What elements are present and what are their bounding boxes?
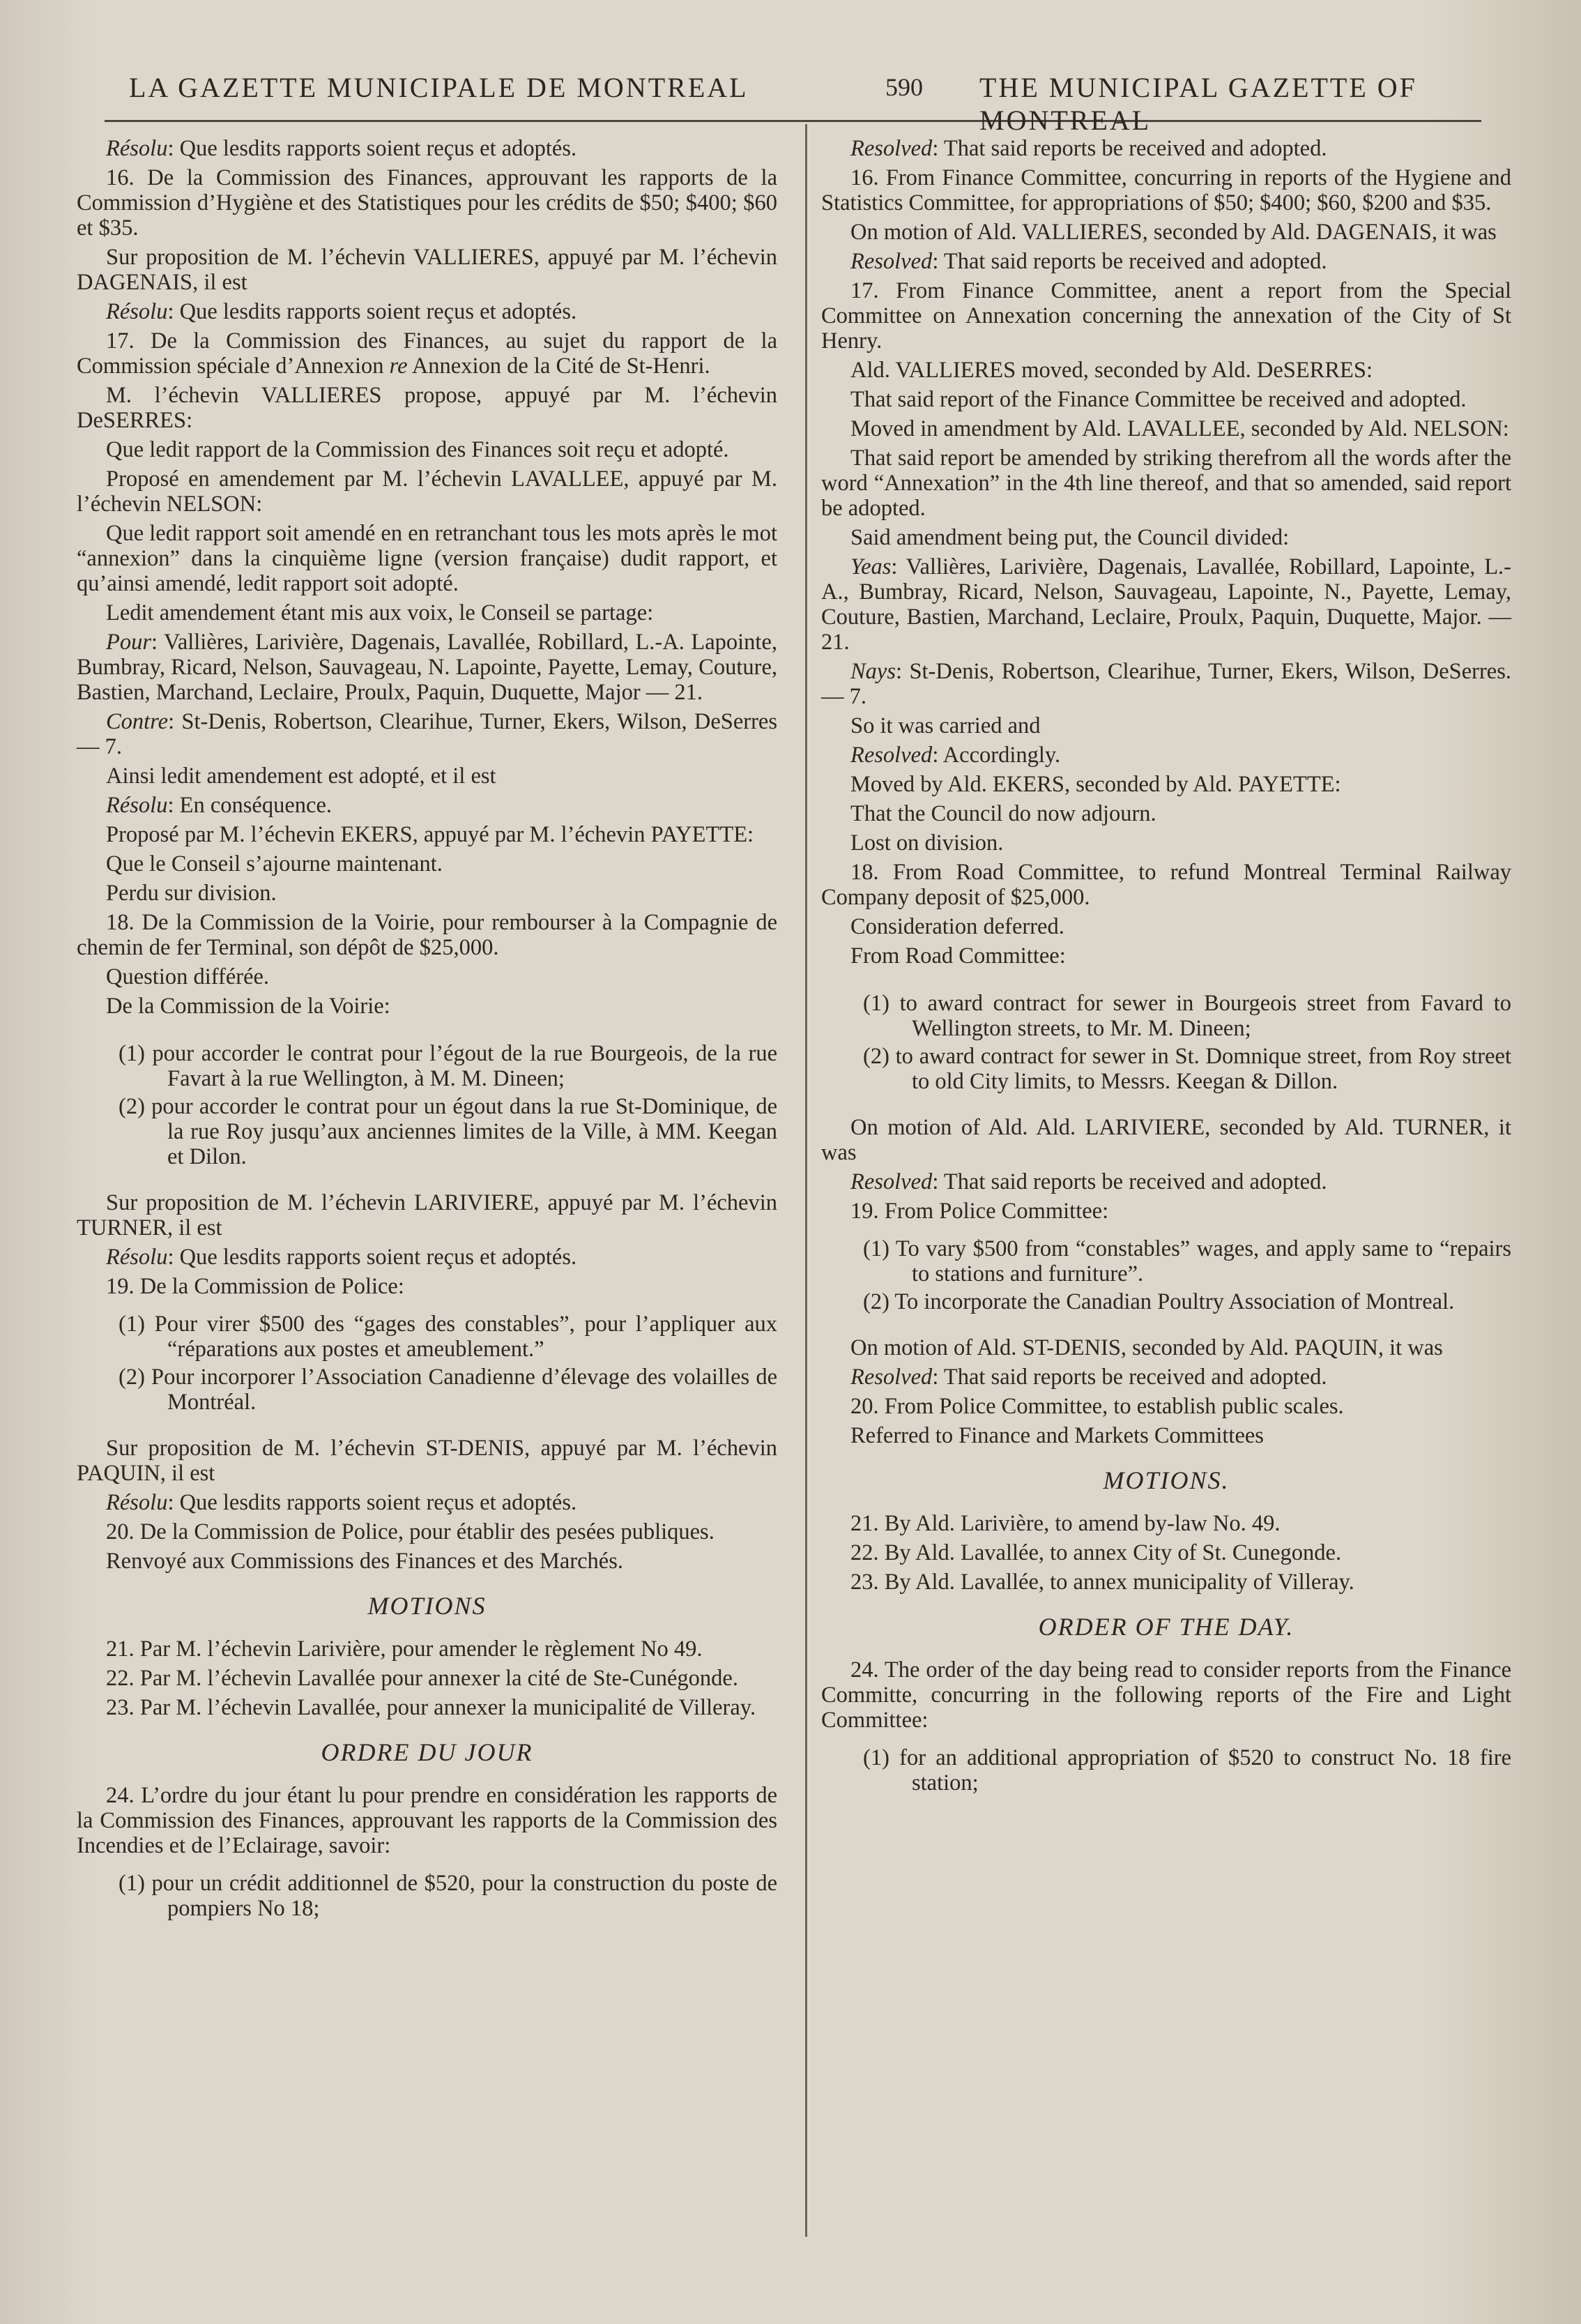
paragraph: Ald. VALLIERES moved, seconded by Ald. DeSERRES: (850, 358, 1373, 383)
motion-item: 22. Par M. l’échevin Lavallée pour annexer la cité de Ste-Cunégonde. (106, 1666, 738, 1691)
paragraph: 19. De la Commission de Police: (106, 1274, 404, 1299)
motion-item: 21. By Ald. Larivière, to amend by-law No. 49. (850, 1511, 1281, 1536)
paragraph: Que le Conseil s’ajourne maintenant. (106, 851, 443, 876)
paragraph: De la Commission de la Voirie: (106, 994, 390, 1019)
paragraph: Resolved: That said reports be received and adopted. (850, 1169, 1327, 1194)
paragraph: 18. From Road Committee, to refund Montreal Terminal Railway Company deposit of $25,000. (821, 860, 1511, 910)
order-of-day-heading: ORDRE DU JOUR (321, 1738, 533, 1766)
paragraph: Resolved: That said reports be received and adopted. (850, 136, 1327, 161)
paragraph: 24. The order of the day being read to consider reports from the Finance Committe, concurring in the following reports of the Fire and Light Committee: (821, 1657, 1511, 1733)
paragraph: On motion of Ald. Ald. LARIVIERE, seconded by Ald. TURNER, it was (821, 1115, 1511, 1165)
list-item: (1) pour accorder le contrat pour l’égout de la rue Bourgeois, de la rue Favart à la rue Wellington, à M. M. Dineen; (119, 1041, 777, 1091)
paragraph: 24. L’ordre du jour étant lu pour prendre en considération les rapports de la Commission des Finances, approuvant les rapports de la Commission des Incendies et de l’Eclairage, savoir: (77, 1783, 777, 1858)
paragraph: On motion of Ald. VALLIERES, seconded by Ald. DAGENAIS, it was (850, 220, 1497, 245)
paragraph: Résolu: Que lesdits rapports soient reçus et adoptés. (106, 1245, 577, 1270)
paragraph: Ainsi ledit amendement est adopté, et il est (106, 764, 496, 789)
paragraph: Que ledit rapport soit amendé en en retranchant tous les mots après le mot “annexion” dans la cinquième ligne (version française) dudit rapport, et qu’ainsi amendé, ledit rapport soit adopté. (77, 521, 777, 596)
paragraph: Sur proposition de M. l’échevin ST-DENIS, appuyé par M. l’échevin PAQUIN, il est (77, 1436, 777, 1486)
paragraph: 19. From Police Committee: (850, 1199, 1109, 1224)
paragraph: Résolu: Que lesdits rapports soient reçus et adoptés. (106, 136, 577, 161)
paragraph: Perdu sur division. (106, 881, 277, 906)
paragraph: 18. De la Commission de la Voirie, pour rembourser à la Compagnie de chemin de fer Terminal, son dépôt de $25,000. (77, 910, 777, 960)
page-number: 590 (885, 73, 923, 101)
paragraph: Said amendment being put, the Council divided: (850, 525, 1290, 550)
paragraph: Resolved: That said reports be received and adopted. (850, 1365, 1327, 1390)
paragraph: Contre: St-Denis, Robertson, Clearihue, Turner, Ekers, Wilson, DeSerres — 7. (77, 709, 777, 759)
paragraph: Résolu: Que lesdits rapports soient reçus et adoptés. (106, 299, 577, 324)
paragraph: That said report of the Finance Committee be received and adopted. (850, 387, 1467, 412)
motion-item: 23. By Ald. Lavallée, to annex municipality of Villeray. (850, 1570, 1354, 1595)
paragraph: Résolu: Que lesdits rapports soient reçus et adoptés. (106, 1490, 577, 1515)
paragraph: Nays: St-Denis, Robertson, Clearihue, Turner, Ekers, Wilson, DeSerres. — 7. (821, 659, 1511, 709)
list-item: (1) Pour virer $500 des “gages des constables”, pour l’appliquer aux “réparations aux postes et ameublement.” (119, 1312, 777, 1362)
paragraph: 17. From Finance Committee, anent a report from the Special Committee on Annexation concerning the annexation of the City of St Henry. (821, 278, 1511, 354)
list-item: (2) To incorporate the Canadian Poultry Association of Montreal. (863, 1289, 1455, 1314)
motions-heading: MOTIONS. (1103, 1466, 1230, 1494)
paragraph: Referred to Finance and Markets Committees (850, 1423, 1264, 1448)
header-title-english: THE MUNICIPAL GAZETTE OF MONTREAL (979, 72, 1417, 136)
english-column (821, 136, 1511, 1798)
list-item: (1) to award contract for sewer in Bourgeois street from Favard to Wellington streets, to Mr. M. Dineen; (863, 991, 1511, 1041)
list-item: (1) for an additional appropriation of $520 to construct No. 18 fire station; (863, 1745, 1511, 1795)
list-item: (2) Pour incorporer l’Association Canadienne d’élevage des volailles de Montréal. (119, 1365, 777, 1415)
french-column (77, 136, 777, 1924)
motion-item: 21. Par M. l’échevin Larivière, pour amender le règlement No 49. (106, 1636, 703, 1662)
paragraph: Renvoyé aux Commissions des Finances et des Marchés. (106, 1549, 623, 1574)
paragraph: 17. De la Commission des Finances, au sujet du rapport de la Commission spéciale d’Annexion re Annexion de la Cité de St-Henri. (77, 328, 777, 379)
paragraph: Proposé par M. l’échevin EKERS, appuyé par M. l’échevin PAYETTE: (106, 822, 754, 847)
paragraph: That said report be amended by striking therefrom all the words after the word “Annexation” in the 4th line thereof, and that so amended, said report be adopted. (821, 446, 1511, 521)
paragraph: 20. De la Commission de Police, pour établir des pesées publiques. (106, 1519, 715, 1544)
paragraph: That the Council do now adjourn. (850, 801, 1156, 826)
paragraph: Résolu: En conséquence. (106, 793, 332, 818)
motion-item: 22. By Ald. Lavallée, to annex City of St. Cunegonde. (850, 1540, 1342, 1565)
paragraph: From Road Committee: (850, 943, 1066, 969)
page-header (105, 64, 1481, 136)
paragraph: On motion of Ald. ST-DENIS, seconded by Ald. PAQUIN, it was (850, 1335, 1443, 1360)
paragraph: 16. From Finance Committee, concurring in reports of the Hygiene and Statistics Committee, for appropriations of $50; $400; $60, $200 and $35. (821, 165, 1511, 215)
paragraph: Resolved: That said reports be received and adopted. (850, 249, 1327, 274)
paragraph: Resolved: Accordingly. (850, 743, 1061, 768)
list-item: (2) pour accorder le contrat pour un égout dans la rue St-Dominique, de la rue Roy jusqu’aux anciennes limites de la Ville, à MM. Keegan et Dilon. (119, 1094, 777, 1169)
paragraph: Que ledit rapport de la Commission des Finances soit reçu et adopté. (106, 437, 729, 462)
paragraph: Ledit amendement étant mis aux voix, le Conseil se partage: (106, 600, 654, 625)
paragraph: Sur proposition de M. l’échevin LARIVIERE, appuyé par M. l’échevin TURNER, il est (77, 1190, 777, 1240)
paragraph: Consideration deferred. (850, 914, 1064, 939)
paragraph: So it was carried and (850, 713, 1041, 738)
paragraph: M. l’échevin VALLIERES propose, appuyé par M. l’échevin DeSERRES: (77, 383, 777, 433)
motions-heading: MOTIONS (367, 1592, 487, 1620)
list-item: (1) pour un crédit additionnel de $520, pour la construction du poste de pompiers No 18; (119, 1871, 777, 1921)
order-of-day-heading: ORDER OF THE DAY. (1038, 1613, 1294, 1641)
paragraph: Lost on division. (850, 830, 1004, 856)
list-item: (1) To vary $500 from “constables” wages, and apply same to “repairs to stations and furniture”. (863, 1236, 1511, 1286)
paragraph: Pour: Vallières, Larivière, Dagenais, Lavallée, Robillard, L.-A. Lapointe, Bumbray, Ricard, Nelson, Sauvageau, N. Lapointe, Payette, Lemay, Couture, Bastien, Marchand, Leclaire, Proulx, Paquin, Duquette, Major — 21. (77, 630, 777, 705)
paragraph: Moved by Ald. EKERS, seconded by Ald. PAYETTE: (850, 772, 1341, 797)
column-divider (805, 124, 807, 2237)
paragraph: Question différée. (106, 964, 270, 989)
paragraph: 16. De la Commission des Finances, approuvant les rapports de la Commission d’Hygiène et des Statistiques pour les crédits de $50; $400; $60 et $35. (77, 165, 777, 241)
paragraph: Sur proposition de M. l’échevin VALLIERES, appuyé par M. l’échevin DAGENAIS, il est (77, 245, 777, 295)
motion-item: 23. Par M. l’échevin Lavallée, pour annexer la municipalité de Villeray. (106, 1695, 756, 1720)
paragraph: Moved in amendment by Ald. LAVALLEE, seconded by Ald. NELSON: (850, 416, 1509, 441)
list-item: (2) to award contract for sewer in St. Domnique street, from Roy street to old City limits, to Messrs. Keegan & Dillon. (863, 1044, 1511, 1094)
paragraph: 20. From Police Committee, to establish public scales. (850, 1394, 1344, 1419)
header-title-french: LA GAZETTE MUNICIPALE DE MONTREAL (129, 72, 749, 103)
paragraph: Yeas: Vallières, Larivière, Dagenais, Lavallée, Robillard, Lapointe, L.-A., Bumbray, Ricard, Nelson, Sauvageau, Lapointe, N., Payette, Lemay, Couture, Bastien, Marchand, Leclaire, Proulx, Paquin, Duquette, Major. — 21. (821, 554, 1511, 655)
paragraph: Proposé en amendement par M. l’échevin LAVALLEE, appuyé par M. l’échevin NELSON: (77, 466, 777, 517)
